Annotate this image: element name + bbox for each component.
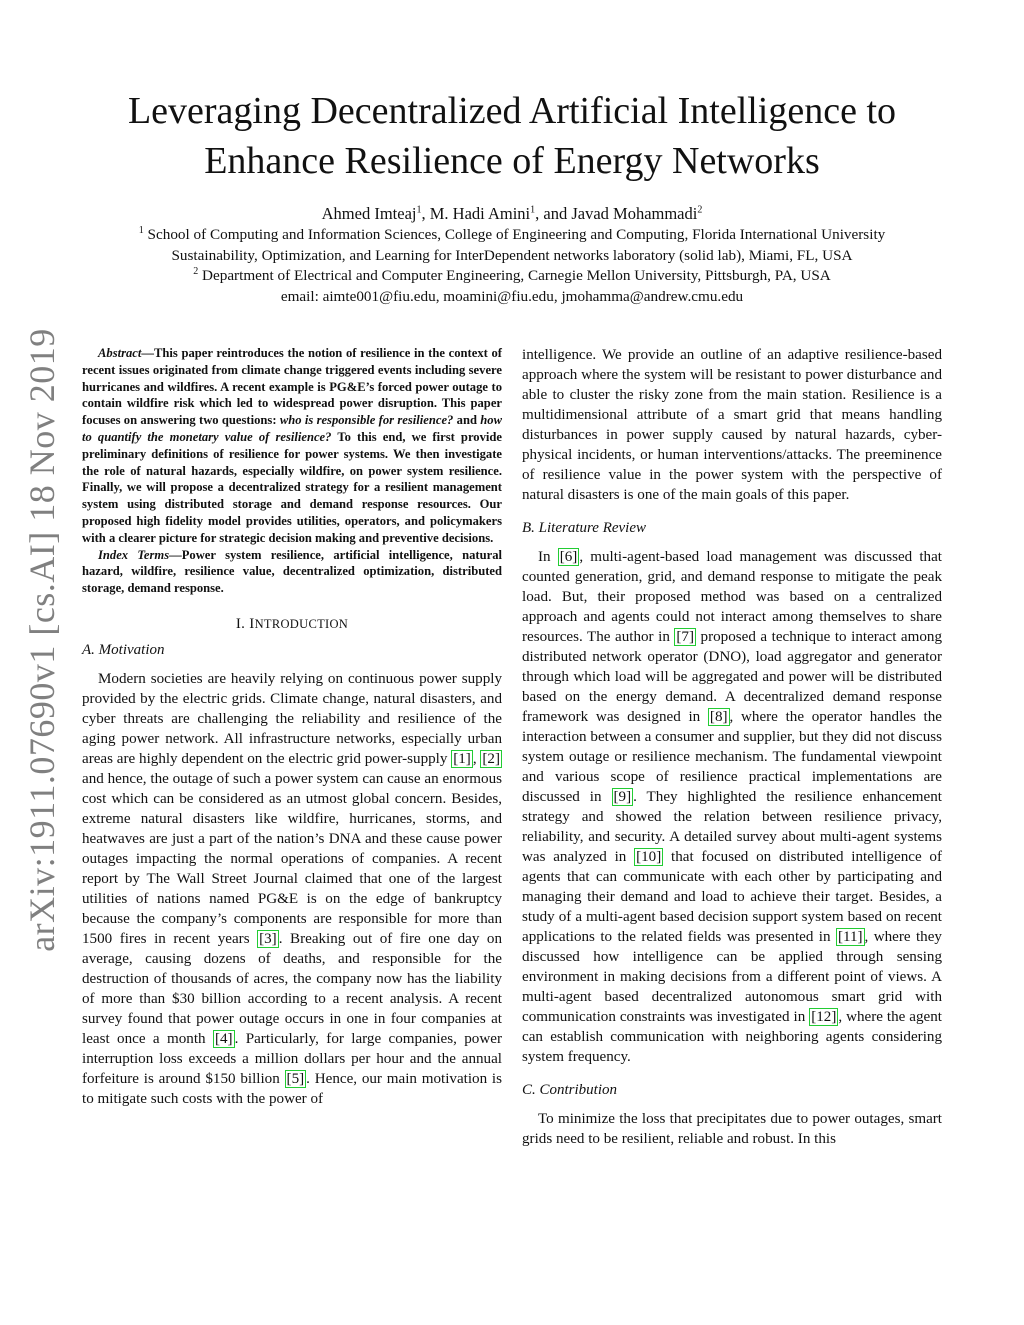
citation-1[interactable]: [1] — [453, 750, 471, 767]
subsection-heading-literature: B. Literature Review — [522, 520, 646, 536]
citation-10[interactable]: [10] — [636, 849, 662, 865]
citation-12[interactable]: [12] — [811, 1009, 837, 1025]
section-number: I. — [235, 615, 250, 632]
abstract-text-3: To this end, we first provide preliminary definitions of resilience for power systems. We then investigate the role of natural hazards, especially wildfire, on power system resilience. Finally, we will propose a decentralized strategy for a resilient management system using distributed storage and demand response resources. Our proposed high fidelity model provides utilities, operators, and policymakers with a clearer picture for strategic decision making and preventive decisions. — [82, 429, 502, 545]
citation-11[interactable]: [11] — [837, 929, 863, 945]
left-column — [82, 345, 502, 1109]
abstract-text-2: and — [453, 413, 481, 428]
email-line: email: aimte001@fiu.edu, moamini@fiu.edu, jmohamma@andrew.cmu.edu — [280, 287, 744, 305]
author-1: Ahmed Imteaj — [321, 204, 417, 223]
affiliation-1-text: School of Computing and Information Sciences, College of Engineering and Computing, Florida International University — [143, 226, 886, 243]
author-2: , M. Hadi Amini — [421, 204, 531, 223]
index-terms-dash: — — [169, 547, 182, 562]
paper-title — [80, 86, 944, 186]
title-line-2: Enhance Resilience of Energy Networks — [204, 140, 820, 182]
section-heading-introduction — [82, 614, 502, 634]
contribution-paragraph: To minimize the loss that precipitates due to power outages, smart grids need to be resilient, reliable and robust. In this — [522, 1111, 942, 1147]
section-title-initial: I — [249, 615, 255, 632]
subsection-heading-motivation: A. Motivation — [82, 641, 165, 658]
affiliation-2 — [60, 266, 964, 287]
affiliation-2-sup: 2 — [193, 266, 199, 278]
abstract — [82, 345, 502, 597]
index-terms — [82, 547, 502, 597]
affiliation-1 — [60, 225, 964, 246]
title-line-1: Leveraging Decentralized Artificial Intelligence to — [127, 90, 897, 132]
author-list — [60, 203, 964, 225]
affiliation-2-text: Department of Electrical and Computer Engineering, Carnegie Mellon University, Pittsburgh, PA, USA — [198, 267, 831, 285]
affiliation-1-lab: Sustainability, Optimization, and Learning for InterDependent networks laboratory (solid lab), Miami, FL, USA — [171, 246, 853, 264]
author-1-affil: 1 — [416, 204, 422, 216]
citation-3[interactable]: [3] — [259, 930, 277, 947]
citation-8[interactable]: [8] — [709, 709, 728, 725]
abstract-question-2: how to quantify the monetary value of resilience? — [82, 413, 502, 444]
section-title-rest: NTRODUCTION — [254, 616, 349, 631]
abstract-dash: — — [141, 346, 154, 360]
index-terms-label: Index Terms — [98, 547, 170, 562]
affiliations — [60, 225, 964, 307]
citation-2[interactable]: [2] — [482, 750, 500, 767]
index-terms-text: Power system resilience, artificial intelligence, natural hazard, wildfire, resilience value, decentralized optimization, distributed storage, demand response. — [82, 547, 502, 596]
motivation-continued: intelligence. We provide an outline of an adaptive resilience-based approach where the system will be resistant to power disturbance and able to cluster the risky zone from the main station. Resilience is a multidimensional attribute of a smart grid that means handling disturbances in power supply caused by natural hazards, cyber-physical incidents, or human interventions/attacks. The preeminence of resilience value in the power system with the perspective of natural disasters is one of the main goals of this paper. — [522, 347, 942, 503]
motivation-paragraph: Modern societies are heavily relying on continuous power supply provided by the electric grids. Climate change, natural disasters, and cyber threats are challenging the reliability and resilience of the aging power network. All infrastructure networks, especially urban areas are highly dependent on the electric grid power-supply [1] , [2] and hence, the outage of such a power system can cause an enormous cost which can be considered as an utmost global concern. Besides, extreme natural disasters like wildfire, hurricanes, storms, and heatwaves are just a part of the nation’s DNA and these cause power outages impacting the normal operations of companies. A recent report by The Wall Street Journal claimed that one of the largest utilities of nations named PG&E is on the edge of bankruptcy because the company’s components are responsible for more than 1500 fires in recent years [3] . Breaking out of fire one day on average, causing dozens of deaths, and responsible for the destruction of thousands of acres, the company now has the liability of more than $30 billion according to a recent analysis. A recent survey found that power outage occurs in one in four companies at least once a month [4] . Particularly, for large companies, power interruption loss exceeds a million dollars per hour and the annual forfeiture is around $150 billion [5] . Hence, our main motivation is to mitigate such costs with the power of — [82, 670, 503, 1107]
right-column — [522, 345, 942, 1149]
literature-paragraph: In [6] , multi-agent-based load management was discussed that counted generation, grid, and demand response to mitigate the peak load. But, their proposed method was based on a centralized approach and agents could not interact among themselves to share resources. The author in [7] proposed a technique to interact among distributed network operator (DNO), load aggregator and generator through which load will be aggregated and power will be distributed based on the energy demand. A decentralized demand response framework was designed in [8] , where the operator handles the interaction between a consumer and supplier, but they did not discuss system outage or resilience mechanism. The fundamental viewpoint and various scope of resilience practical implementations are discussed in [9] . They highlighted the resilience enhancement strategy and showed the relation between resilience privacy, reliability, and security. A detailed survey about multi-agent systems was analyzed in [10] that focused on distributed intelligence of agents that can communicate with each other by participating and managing their demand and load to achieve their target. Besides, a study of a multi-agent based decision support system based on recent applications to the related fields was presented in [11] , where they discussed how intelligence can be applied through sensing environment in making decisions from a different point of views. A multi-agent based decentralized autonomous smart grid with communication constraints was investigated in [12] , where the agent can establish communication with neighboring agents considering system frequency. — [522, 549, 943, 1065]
citation-7[interactable]: [7] — [676, 629, 695, 645]
abstract-question-1: who is responsible for resilience? — [279, 413, 454, 428]
abstract-label: Abstract — [98, 346, 142, 360]
citation-9[interactable]: [9] — [613, 789, 632, 805]
citation-6[interactable]: [6] — [559, 549, 578, 565]
abstract-text-1: This paper reintroduces the notion of resilience in the context of recent issues originated from climate change triggered events including severe hurricanes and wildfires. A recent example is PG&E’s forced power outage to contain wildfire risk which led to widespread power disruption. This paper focuses on answering two questions: — [82, 346, 502, 428]
author-2-affil: 1 — [530, 204, 536, 216]
citation-5[interactable]: [5] — [286, 1070, 305, 1087]
arxiv-stamp: arXiv:1911.07690v1 [cs.AI] 18 Nov 2019 — [22, 328, 62, 952]
citation-4[interactable]: [4] — [214, 1030, 233, 1047]
author-3-affil: 2 — [697, 204, 703, 216]
subsection-heading-contribution: C. Contribution — [522, 1082, 618, 1098]
author-3: , and Javad Mohammadi — [535, 204, 698, 223]
affiliation-1-sup: 1 — [138, 224, 144, 236]
